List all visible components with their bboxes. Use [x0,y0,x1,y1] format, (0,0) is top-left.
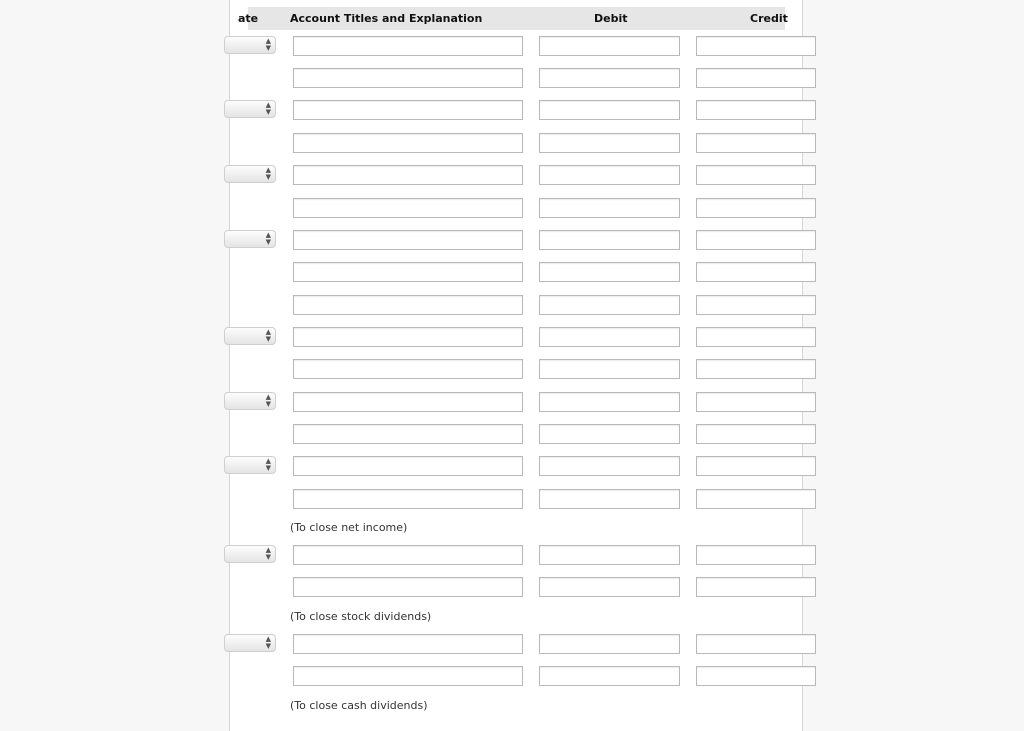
account-title-input[interactable] [293,230,523,250]
header-credit: Credit [750,12,788,25]
note-close-stock-dividends: (To close stock dividends) [290,610,432,623]
updown-arrows-icon: ▲ ▼ [265,101,271,116]
table-row [248,68,785,88]
credit-input[interactable] [696,68,816,88]
account-title-input[interactable] [293,100,523,120]
table-row [248,230,785,250]
updown-arrows-icon: ▲ ▼ [265,328,271,343]
debit-input[interactable] [539,545,680,565]
note-close-net-income: (To close net income) [290,521,408,534]
credit-input[interactable] [696,456,816,476]
table-row [248,666,785,686]
table-row [248,295,785,315]
debit-input[interactable] [539,666,680,686]
debit-input[interactable] [539,198,680,218]
credit-input[interactable] [696,634,816,654]
debit-input[interactable] [539,359,680,379]
table-row [248,424,785,444]
table-header [238,7,788,30]
table-row [248,577,785,597]
credit-input[interactable] [696,295,816,315]
account-title-input[interactable] [293,327,523,347]
account-title-input[interactable] [293,634,523,654]
debit-input[interactable] [539,295,680,315]
account-title-input[interactable] [293,36,523,56]
credit-input[interactable] [696,165,816,185]
debit-input[interactable] [539,230,680,250]
table-row [248,165,785,185]
credit-input[interactable] [696,424,816,444]
debit-input[interactable] [539,327,680,347]
debit-input[interactable] [539,68,680,88]
table-row [248,634,785,654]
debit-input[interactable] [539,392,680,412]
header-debit: Debit [594,12,628,25]
table-row [248,545,785,565]
table-row [248,100,785,120]
table-row [248,198,785,218]
credit-input[interactable] [696,327,816,347]
credit-input[interactable] [696,577,816,597]
account-title-input[interactable] [293,198,523,218]
date-select[interactable] [224,36,276,54]
credit-input[interactable] [696,230,816,250]
account-title-input[interactable] [293,359,523,379]
account-title-input[interactable] [293,262,523,282]
table-row [248,489,785,509]
updown-arrows-icon: ▲ ▼ [265,457,271,472]
updown-arrows-icon: ▲ ▼ [265,393,271,408]
table-row [248,327,785,347]
account-title-input[interactable] [293,68,523,88]
debit-input[interactable] [539,133,680,153]
account-title-input[interactable] [293,133,523,153]
updown-arrows-icon: ▲ ▼ [265,37,271,52]
debit-input[interactable] [539,634,680,654]
debit-input[interactable] [539,577,680,597]
debit-input[interactable] [539,262,680,282]
date-select[interactable] [224,456,276,474]
credit-input[interactable] [696,545,816,565]
updown-arrows-icon: ▲ ▼ [265,546,271,561]
note-close-cash-dividends: (To close cash dividends) [290,699,428,712]
credit-input[interactable] [696,392,816,412]
journal-entry-table [238,0,788,731]
header-date: ate [238,12,259,25]
date-select[interactable] [224,634,276,652]
account-title-input[interactable] [293,456,523,476]
date-select[interactable] [224,392,276,410]
table-row [248,262,785,282]
debit-input[interactable] [539,489,680,509]
account-title-input[interactable] [293,295,523,315]
debit-input[interactable] [539,36,680,56]
updown-arrows-icon: ▲ ▼ [265,166,271,181]
debit-input[interactable] [539,165,680,185]
debit-input[interactable] [539,424,680,444]
account-title-input[interactable] [293,489,523,509]
header-account-titles: Account Titles and Explanation [290,12,483,25]
table-row [248,392,785,412]
date-select[interactable] [224,165,276,183]
account-title-input[interactable] [293,577,523,597]
table-row [248,133,785,153]
credit-input[interactable] [696,489,816,509]
date-select[interactable] [224,327,276,345]
account-title-input[interactable] [293,392,523,412]
account-title-input[interactable] [293,165,523,185]
credit-input[interactable] [696,133,816,153]
table-row [248,456,785,476]
credit-input[interactable] [696,359,816,379]
updown-arrows-icon: ▲ ▼ [265,231,271,246]
date-select[interactable] [224,100,276,118]
table-row [248,36,785,56]
credit-input[interactable] [696,262,816,282]
date-select[interactable] [224,230,276,248]
credit-input[interactable] [696,36,816,56]
credit-input[interactable] [696,666,816,686]
debit-input[interactable] [539,100,680,120]
debit-input[interactable] [539,456,680,476]
credit-input[interactable] [696,100,816,120]
account-title-input[interactable] [293,424,523,444]
account-title-input[interactable] [293,666,523,686]
credit-input[interactable] [696,198,816,218]
account-title-input[interactable] [293,545,523,565]
table-row [248,359,785,379]
date-select[interactable] [224,545,276,563]
updown-arrows-icon: ▲ ▼ [265,635,271,650]
